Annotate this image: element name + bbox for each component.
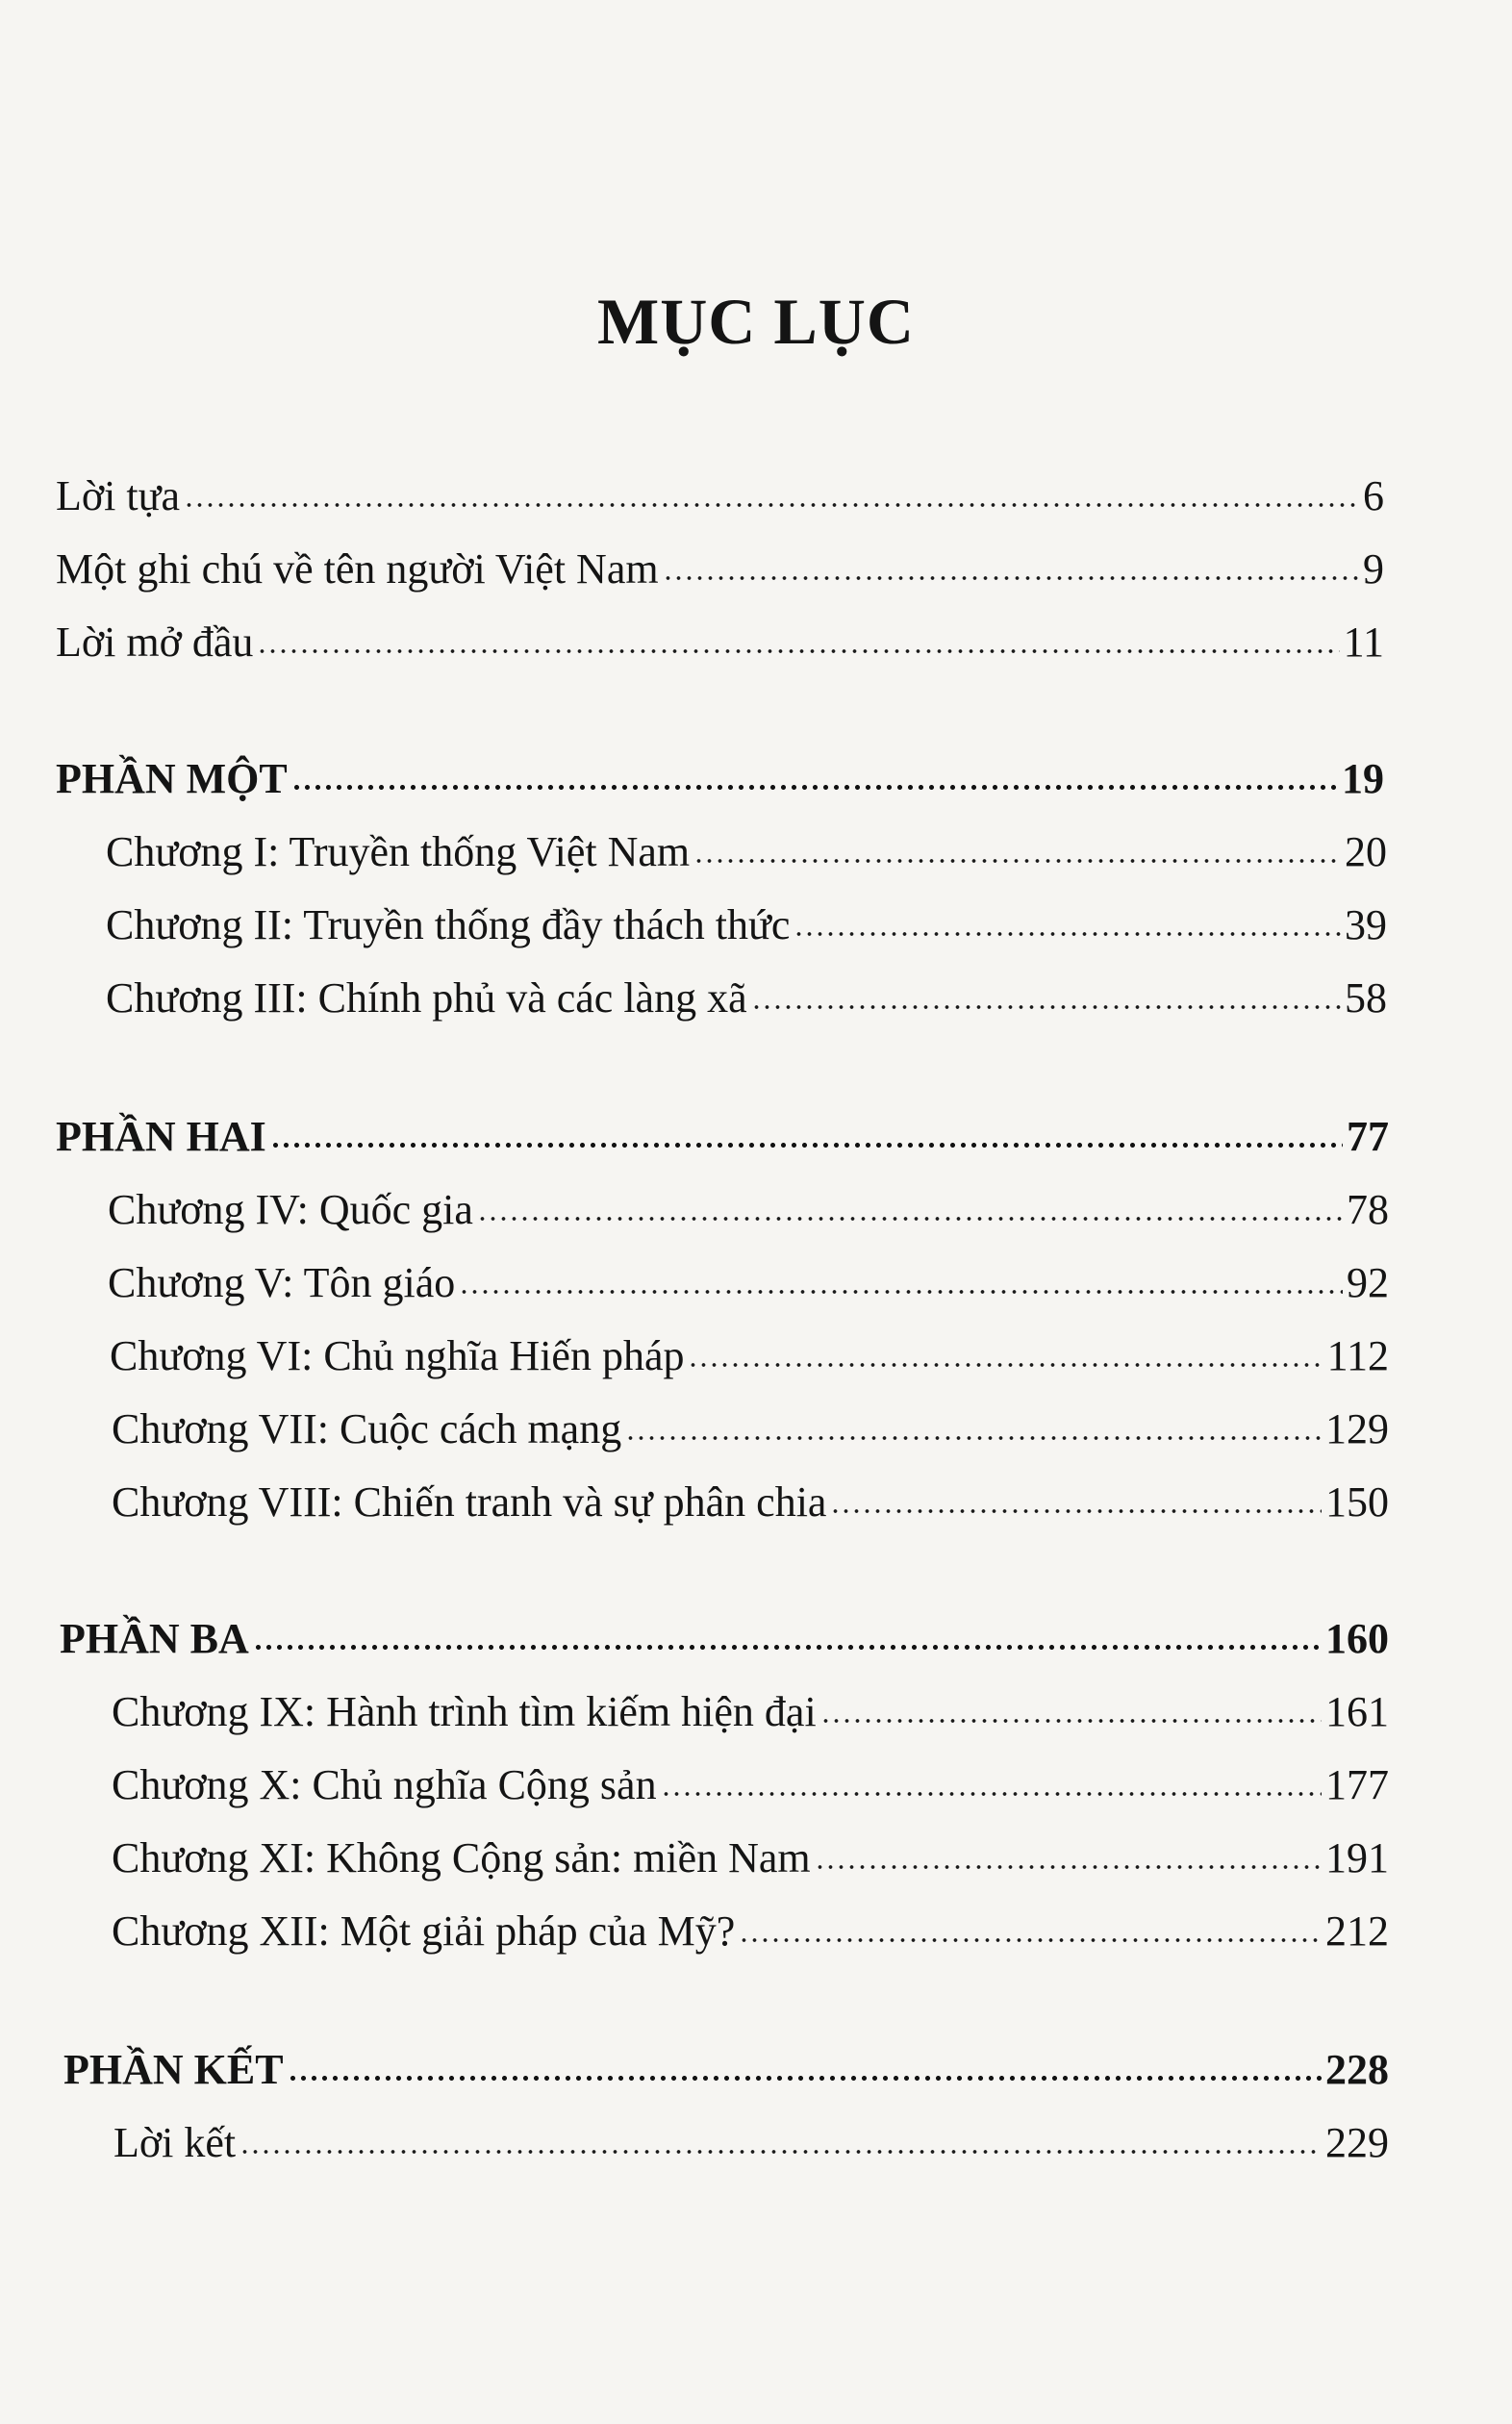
toc-chapter-11[interactable]: [112, 1831, 1389, 1885]
dot-leader: [794, 931, 1341, 937]
toc-chapter-page: 78: [1347, 1186, 1389, 1233]
toc-chapter-page: 39: [1345, 901, 1387, 948]
toc-chapter-4[interactable]: [108, 1183, 1389, 1237]
dot-leader: [253, 1644, 1322, 1651]
toc-chapter-9[interactable]: [112, 1685, 1389, 1739]
toc-chapter-page: 191: [1325, 1834, 1389, 1881]
dot-leader: [815, 1864, 1322, 1870]
toc-chapter-page: 92: [1347, 1259, 1389, 1306]
toc-chapter-12[interactable]: [112, 1905, 1389, 1958]
toc-chapter-1[interactable]: [106, 825, 1387, 879]
toc-part-label: PHẦN BA: [60, 1615, 249, 1662]
toc-part-conclusion[interactable]: [63, 2043, 1389, 2097]
toc-part-label: PHẦN KẾT: [63, 2046, 284, 2093]
toc-entry-label: Lời mở đầu: [56, 619, 254, 666]
toc-chapter-page: 112: [1326, 1332, 1389, 1379]
page-title: MỤC LỤC: [597, 285, 915, 358]
dot-leader: [239, 2149, 1322, 2155]
toc-chapter-label: Chương XI: Không Cộng sản: miền Nam: [112, 1834, 811, 1881]
dot-leader: [291, 784, 1338, 791]
toc-entry-preface[interactable]: [56, 469, 1384, 523]
toc-chapter-label: Chương V: Tôn giáo: [108, 1259, 456, 1306]
toc-chapter-3[interactable]: [106, 972, 1387, 1025]
dot-leader: [288, 2075, 1322, 2082]
dot-leader: [184, 502, 1359, 508]
toc-chapter-page: 20: [1345, 828, 1387, 875]
toc-chapter-page: 150: [1325, 1478, 1389, 1526]
dot-leader: [830, 1508, 1322, 1514]
toc-chapter-7[interactable]: [112, 1402, 1389, 1456]
toc-part-page: 228: [1325, 2046, 1389, 2093]
toc-part-one[interactable]: [56, 752, 1384, 806]
toc-chapter-label: Chương X: Chủ nghĩa Cộng sản: [112, 1761, 657, 1808]
dot-leader: [693, 858, 1341, 864]
toc-chapter-label: Chương IX: Hành trình tìm kiếm hiện đại: [112, 1688, 817, 1735]
dot-leader: [688, 1362, 1323, 1368]
toc-chapter-label: Chương IV: Quốc gia: [108, 1186, 473, 1233]
toc-chapter-label: Chương VIII: Chiến tranh và sự phân chia: [112, 1478, 827, 1526]
toc-part-label: PHẦN MỘT: [56, 755, 288, 802]
toc-entry-page: 11: [1343, 619, 1384, 666]
dot-leader: [820, 1718, 1322, 1724]
toc-chapter-page: 161: [1325, 1688, 1389, 1735]
toc-chapter-page: 58: [1345, 974, 1387, 1022]
toc-part-three[interactable]: [60, 1612, 1389, 1666]
toc-chapter-page: 229: [1325, 2119, 1389, 2166]
toc-entry-label: Một ghi chú về tên người Việt Nam: [56, 545, 659, 593]
toc-chapter-page: 212: [1325, 1907, 1389, 1955]
toc-chapter-8[interactable]: [112, 1476, 1389, 1529]
dot-leader: [661, 1791, 1322, 1797]
toc-chapter-label: Chương VI: Chủ nghĩa Hiến pháp: [110, 1332, 685, 1379]
dot-leader: [751, 1004, 1341, 1010]
toc-entry-page: 9: [1363, 545, 1384, 593]
toc-chapter-epilogue[interactable]: [113, 2116, 1389, 2170]
toc-chapter-label: Chương I: Truyền thống Việt Nam: [106, 828, 691, 875]
toc-part-label: PHẦN HAI: [56, 1113, 266, 1160]
toc-chapter-page: 177: [1325, 1761, 1389, 1808]
toc-chapter-label: Chương III: Chính phủ và các làng xã: [106, 974, 747, 1022]
dot-leader: [257, 648, 1339, 654]
toc-chapter-10[interactable]: [112, 1758, 1389, 1812]
toc-chapter-label: Chương II: Truyền thống đầy thách thức: [106, 901, 791, 948]
toc-chapter-page: 129: [1325, 1405, 1389, 1452]
toc-entry-introduction[interactable]: [56, 616, 1384, 669]
toc-chapter-6[interactable]: [110, 1329, 1389, 1383]
toc-part-page: 160: [1325, 1615, 1389, 1662]
toc-chapter-5[interactable]: [108, 1256, 1389, 1310]
toc-chapter-label: Lời kết: [113, 2119, 237, 2166]
dot-leader: [663, 575, 1359, 581]
toc-entry-page: 6: [1363, 472, 1384, 519]
toc-entry-label: Lời tựa: [56, 472, 180, 519]
toc-chapter-2[interactable]: [106, 898, 1387, 952]
toc-part-page: 77: [1347, 1113, 1389, 1160]
dot-leader: [739, 1937, 1322, 1943]
toc-entry-note-on-names[interactable]: [56, 543, 1384, 596]
toc-chapter-label: Chương XII: Một giải pháp của Mỹ?: [112, 1907, 736, 1955]
toc-chapter-label: Chương VII: Cuộc cách mạng: [112, 1405, 622, 1452]
dot-leader: [477, 1216, 1343, 1222]
toc-part-page: 19: [1342, 755, 1384, 802]
dot-leader: [625, 1435, 1322, 1441]
dot-leader: [270, 1142, 1343, 1149]
toc-part-two[interactable]: [56, 1110, 1389, 1164]
dot-leader: [459, 1289, 1343, 1295]
